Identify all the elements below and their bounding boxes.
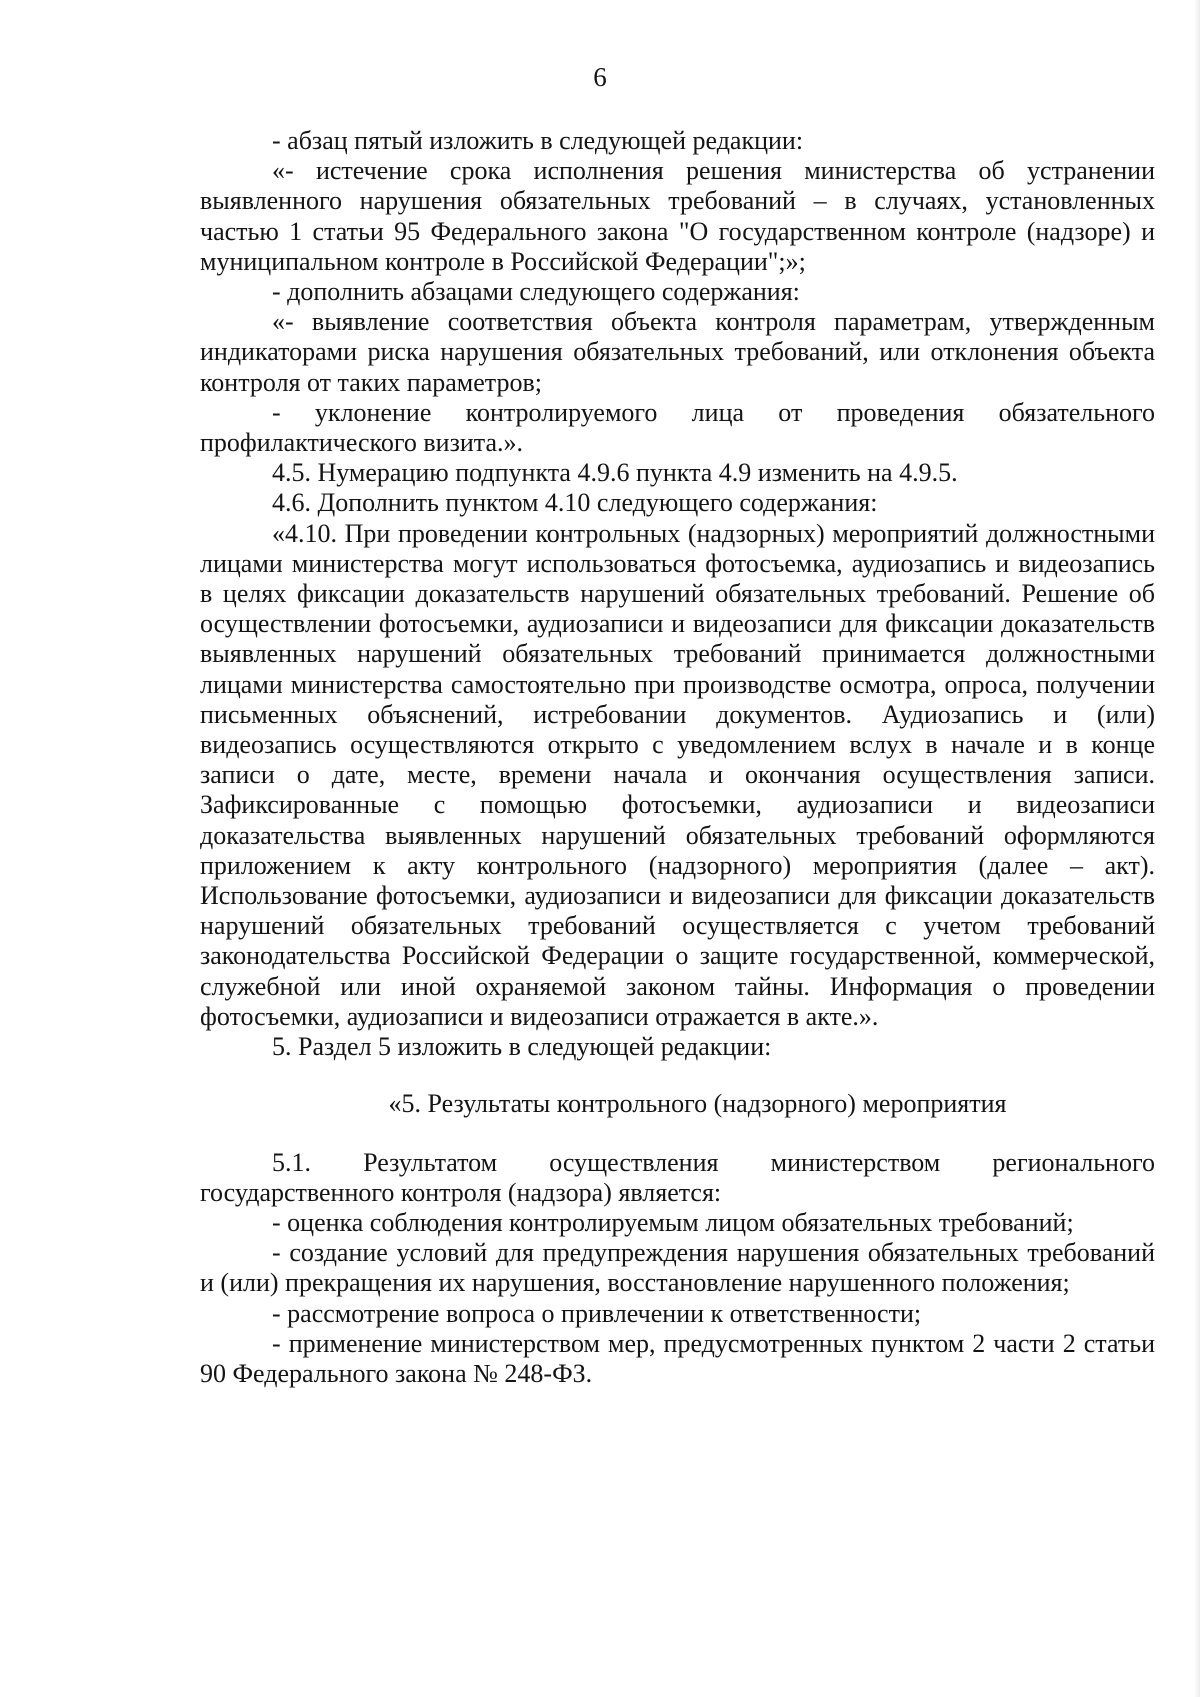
section-heading: «5. Результаты контрольного (надзорного) мероприятия bbox=[388, 1089, 1007, 1119]
page-edge bbox=[1194, 0, 1200, 1697]
paragraph-visit-evasion: - уклонение контролируемого лица от проведения обязательного профилактического визита.». bbox=[200, 397, 1155, 458]
paragraph-amend-fifth: - абзац пятый изложить в следующей редакции: bbox=[272, 126, 804, 155]
paragraph-prevention-conditions: - создание условий для предупреждения нарушения обязательных требований и (или) прекращения их нарушения, восстановление нарушенного положения; bbox=[200, 1238, 1155, 1298]
paragraph-risk-indicators: «- выявление соответствия объекта контроля параметрам, утвержденным индикаторами риска нарушения обязательных требований, или отклонения объекта контроля от таких параметров; bbox=[200, 307, 1155, 397]
paragraph-measures: - применение министерством мер, предусмотренных пунктом 2 части 2 статьи 90 Федерального закона № 248-ФЗ. bbox=[200, 1328, 1155, 1388]
paragraph-add-clauses: - дополнить абзацами следующего содержания: bbox=[272, 277, 800, 307]
paragraph-item-4-6: 4.6. Дополнить пунктом 4.10 следующего содержания: bbox=[272, 488, 878, 518]
paragraph-compliance-assessment: - оценка соблюдения контролируемым лицом обязательных требований; bbox=[272, 1207, 1074, 1237]
document-body bbox=[200, 126, 1155, 1389]
paragraph-section-5: 5. Раздел 5 изложить в следующей редакции: bbox=[272, 1032, 772, 1062]
paragraph-liability: - рассмотрение вопроса о привлечении к ответственности; bbox=[272, 1298, 922, 1328]
page-number: 6 bbox=[593, 62, 607, 92]
paragraph-deadline-expiry: «- истечение срока исполнения решения министерства об устранении выявленного нарушения обязательных требований – в случаях, установленных частью 1 статьи 95 Федерального закона "О государственном контроле (надзоре) и муниципальном контроле в Российской Федерации";»; bbox=[200, 156, 1155, 276]
paragraph-item-4-5: 4.5. Нумерацию подпункта 4.9.6 пункта 4.9 изменить на 4.9.5. bbox=[272, 458, 958, 488]
paragraph-item-4-10: «4.10. При проведении контрольных (надзорных) мероприятий должностными лицами министерства могут использоваться фотосъемка, аудиозапись и видеозапись в целях фиксации доказательств нарушений обязательных требований. Решение об осуществлении фотосъемки, аудиозаписи и видеозаписи для фиксации доказательств выявленных нарушений обязательных требований принимается должностными лицами министерства самостоятельно при производстве осмотра, опроса, получении письменных объяснений, истребовании документов. Аудиозапись и (или) видеозапись осуществляются открыто с уведомлением вслух в начале и в конце записи о дате, месте, времени начала и окончания осуществления записи. Зафиксированные с помощью фотосъемки, аудиозаписи и видеозаписи доказательства выявленных нарушений обязательных требований оформляются приложением к акту контрольного (надзорного) мероприятия (далее – акт). Использование фотосъемки, аудиозаписи и видеозаписи для фиксации доказательств нарушений обязательных требований осуществляется с учетом требований законодательства Российской Федерации о защите государственной, коммерческой, служебной или иной охраняемой законом тайны. Информация о проведении фотосъемки, аудиозаписи и видеозаписи отражается в акте.». bbox=[200, 518, 1155, 1031]
paragraph-item-5-1: 5.1. Результатом осуществления министерством регионального государственного контроля (надзора) является: bbox=[200, 1147, 1155, 1207]
